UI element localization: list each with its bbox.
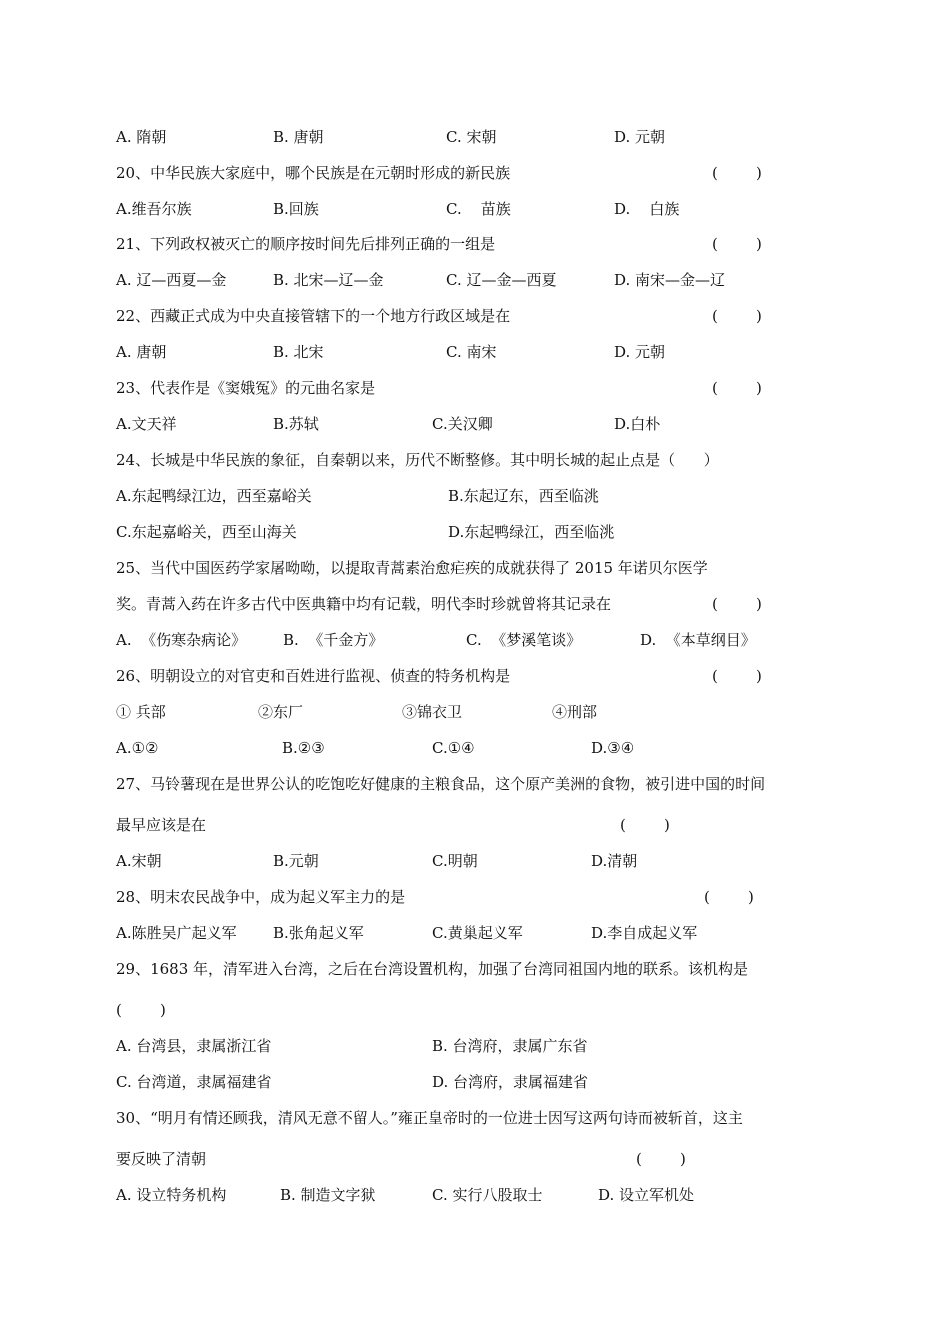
q23-stem: 23、代表作是《窦娥冤》的元曲名家是 [116, 379, 376, 397]
q27-stem-line2: 最早应该是在 [116, 816, 207, 834]
q21-answer-paren: ( ) [712, 235, 762, 253]
q24-option-b: B.东起辽东，西至临洮 [448, 487, 599, 505]
q28-option-b: B.张角起义军 [273, 924, 364, 942]
q28-option-c: C.黄巢起义军 [432, 924, 523, 942]
q28-option-d: D.李自成起义军 [591, 924, 698, 942]
q30-stem-line1: 30、“明月有情还顾我，清风无意不留人。”雍正皇帝时的一位进士因写这两句诗而被斩首，这主 [116, 1109, 743, 1127]
q26-item-1: ① 兵部 [116, 703, 166, 721]
q20-option-c: C. 苗族 [446, 200, 511, 218]
q24-option-a: A.东起鸭绿江边，西至嘉峪关 [116, 487, 312, 505]
q26-stem: 26、明朝设立的对官吏和百姓进行监视、侦查的特务机构是 [116, 667, 511, 685]
q22-option-a: A. 唐朝 [116, 343, 167, 361]
q29-stem: 29、1683 年，清军进入台湾，之后在台湾设置机构，加强了台湾同祖国内地的联系。该机构是 [116, 960, 749, 978]
q25-option-a: A. 《伤寒杂病论》 [116, 631, 247, 649]
q26-item-2: ②东厂 [258, 703, 304, 721]
q26-item-4: ④刑部 [552, 703, 598, 721]
q30-option-b: B. 制造文字狱 [280, 1186, 376, 1204]
q27-option-a: A.宋朝 [116, 852, 162, 870]
q20-option-d: D. 白族 [614, 200, 680, 218]
q19-option-d: D. 元朝 [614, 128, 666, 146]
q29-option-c: C. 台湾道，隶属福建省 [116, 1073, 272, 1091]
q29-option-b: B. 台湾府，隶属广东省 [432, 1037, 588, 1055]
q19-option-b: B. 唐朝 [273, 128, 324, 146]
q22-stem: 22、西藏正式成为中央直接管辖下的一个地方行政区域是在 [116, 307, 511, 325]
q29-answer-paren: ( ) [116, 1001, 166, 1019]
q21-option-a: A. 辽—西夏—金 [116, 271, 227, 289]
q25-stem-line1: 25、当代中国医药学家屠呦呦，以提取青蒿素治愈疟疾的成就获得了 2015 年诺贝尔医学 [116, 559, 708, 577]
q30-answer-paren: ( ) [636, 1150, 686, 1168]
q24-stem: 24、长城是中华民族的象征，自秦朝以来，历代不断整修。其中明长城的起止点是（ ） [116, 451, 719, 469]
q30-stem-line2: 要反映了清朝 [116, 1150, 207, 1168]
q23-option-b: B.苏轼 [273, 415, 319, 433]
q26-item-3: ③锦衣卫 [402, 703, 463, 721]
q19-option-a: A. 隋朝 [116, 128, 167, 146]
q26-option-b: B.②③ [282, 739, 325, 757]
q27-option-c: C.明朝 [432, 852, 478, 870]
q24-option-d: D.东起鸭绿江，西至临洮 [448, 523, 615, 541]
q22-option-c: C. 南宋 [446, 343, 497, 361]
q25-option-d: D. 《本草纲目》 [640, 631, 756, 649]
q21-option-b: B. 北宋—辽—金 [273, 271, 384, 289]
q28-option-a: A.陈胜吴广起义军 [116, 924, 237, 942]
q21-option-d: D. 南宋—金—辽 [614, 271, 726, 289]
q30-option-d: D. 设立军机处 [598, 1186, 695, 1204]
q22-option-d: D. 元朝 [614, 343, 666, 361]
q25-option-b: B. 《千金方》 [283, 631, 384, 649]
q22-answer-paren: ( ) [712, 307, 762, 325]
q26-option-d: D.③④ [591, 739, 635, 757]
q27-option-d: D.清朝 [591, 852, 638, 870]
q27-answer-paren: ( ) [620, 816, 670, 834]
q21-stem: 21、下列政权被灭亡的顺序按时间先后排列正确的一组是 [116, 235, 496, 253]
q26-option-a: A.①② [116, 739, 159, 757]
q21-option-c: C. 辽—金—西夏 [446, 271, 557, 289]
q19-option-c: C. 宋朝 [446, 128, 497, 146]
q27-stem-line1: 27、马铃薯现在是世界公认的吃饱吃好健康的主粮食品，这个原产美洲的食物，被引进中国的时间 [116, 775, 766, 793]
q25-stem-line2: 奖。青蒿入药在许多古代中医典籍中均有记载，明代李时珍就曾将其记录在 [116, 595, 612, 613]
q23-answer-paren: ( ) [712, 379, 762, 397]
q30-option-c: C. 实行八股取士 [432, 1186, 543, 1204]
q28-answer-paren: ( ) [704, 888, 754, 906]
q20-stem: 20、中华民族大家庭中，哪个民族是在元朝时形成的新民族 [116, 164, 511, 182]
q23-option-a: A.文天祥 [116, 415, 177, 433]
q24-option-c: C.东起嘉峪关，西至山海关 [116, 523, 297, 541]
q23-option-c: C.关汉卿 [432, 415, 493, 433]
q28-stem: 28、明末农民战争中，成为起义军主力的是 [116, 888, 406, 906]
q23-option-d: D.白朴 [614, 415, 661, 433]
q26-answer-paren: ( ) [712, 667, 762, 685]
q29-option-a: A. 台湾县，隶属浙江省 [116, 1037, 272, 1055]
q26-option-c: C.①④ [432, 739, 475, 757]
q25-option-c: C. 《梦溪笔谈》 [466, 631, 582, 649]
q20-option-a: A.维吾尔族 [116, 200, 192, 218]
q20-option-b: B.回族 [273, 200, 319, 218]
q29-option-d: D. 台湾府，隶属福建省 [432, 1073, 589, 1091]
q27-option-b: B.元朝 [273, 852, 319, 870]
q30-option-a: A. 设立特务机构 [116, 1186, 227, 1204]
q22-option-b: B. 北宋 [273, 343, 324, 361]
q25-answer-paren: ( ) [712, 595, 762, 613]
q20-answer-paren: ( ) [712, 164, 762, 182]
